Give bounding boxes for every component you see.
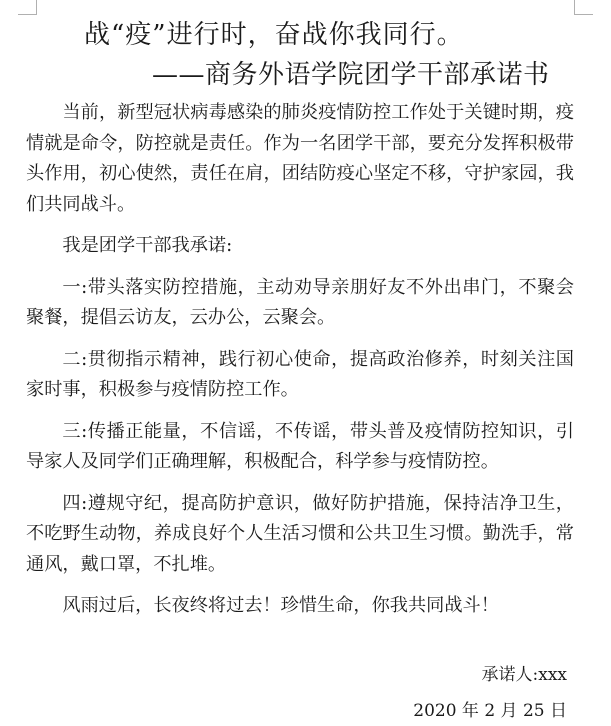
paragraph-pledge-3: 三:传播正能量，不信谣，不传谣，带头普及疫情防控知识，引导家人及同学们正确理解，积极配合，科学参与疫情防控。 xyxy=(26,420,574,472)
paragraph-pledge-2: 二:贯彻指示精神，践行初心使命，提高政治修养，时刻关注国家时事，积极参与疫情防控工作。 xyxy=(26,348,574,400)
paragraph-pledge-heading: 我是团学干部我承诺: xyxy=(62,235,233,256)
crop-mark-top-left xyxy=(18,0,37,15)
paragraph-intro: 当前，新型冠状病毒感染的肺炎疫情防控工作处于关键时期，疫情就是命令，防控就是责任。作为一名团学干部，要充分发挥积极带头作用，初心使然，责任在肩，团结防疫心坚定不移，守护家园，我们共同战斗。 xyxy=(26,102,574,215)
document-body xyxy=(26,98,574,622)
paragraph-pledge-4: 四:遵规守纪，提高防护意识，做好防护措施，保持洁净卫生，不吃野生动物，养成良好个人生活习惯和公共卫生习惯。勤洗手，常通风，戴口罩，不扎堆。 xyxy=(26,492,574,575)
date-line: 2020 年 2 月 25 日 xyxy=(413,701,567,721)
signature-line: 承诺人:xxx xyxy=(481,665,567,685)
paragraph-pledge-1: 一:带头落实防控措施，主动劝导亲朋好友不外出串门，不聚会聚餐，提倡云访友，云办公，云聚会。 xyxy=(26,276,574,328)
document-subtitle: ——商务外语学院团学干部承诺书 xyxy=(152,60,550,90)
crop-mark-top-right xyxy=(574,0,593,15)
paragraph-closing: 风雨过后，长夜终将过去！珍惜生命，你我共同战斗！ xyxy=(62,595,499,616)
document-title: 战“疫”进行时，奋战你我同行。 xyxy=(84,20,464,50)
